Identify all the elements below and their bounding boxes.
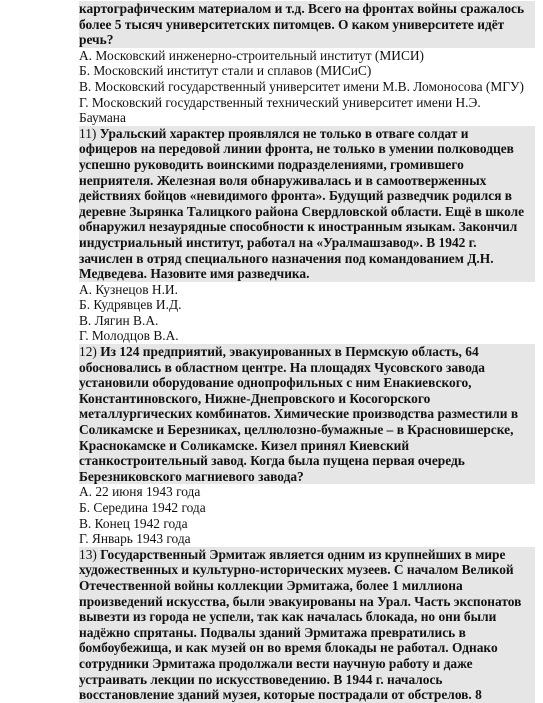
question-text-line: станкостроительный завод. Когда была пущена первая очередь xyxy=(79,453,535,469)
question-text-line: Соликамске и Березниках, целлюлозно-бумажные – в Красновишерске, xyxy=(79,422,535,438)
question-text-line: зачислен в отряд специального назначения под командованием Д.Н. xyxy=(79,251,535,267)
question-text-line: офицеров на передовой линии фронта, не только в умении полководцев xyxy=(79,141,535,157)
question-text-line: Медведева. Назовите имя разведчика. xyxy=(79,266,535,282)
question-text-line: надёжно спрятаны. Подвалы зданий Эрмитажа превратились в xyxy=(79,625,535,641)
question-text-line: устраивать лекции по искусствоведению. В 1944 г. началось xyxy=(79,672,535,688)
question-text-line: установили оборудование однопрофильных с ним Енакиевского, xyxy=(79,375,535,391)
question-text-line: обосновались в областном центре. На площадях Чусовского завода xyxy=(79,360,535,376)
question-text-line: 11) Уральский характер проявлялся не только в отваге солдат и xyxy=(79,126,535,142)
question-text-line: речь? xyxy=(79,32,535,48)
question-12 xyxy=(79,344,535,547)
question-text-line: 13) Государственный Эрмитаж является одним из крупнейших в мире xyxy=(79,547,535,563)
question-number: 12) xyxy=(79,344,97,360)
answer-option: А. Московский инженерно-строительный институт (МИСИ) xyxy=(79,47,425,63)
question-number: 11) xyxy=(79,125,97,141)
answer-option: В. Конец 1942 года xyxy=(79,515,188,531)
question-text-line: произведений искусства, были эвакуированы на Урал. Часть экспонатов xyxy=(79,594,535,610)
answer-option: Г. Молодцов В.А. xyxy=(79,328,179,344)
question-text-line: восстановление зданий музея, которые пострадали от обстрелов. 8 xyxy=(79,687,535,703)
question-text-line: сотрудники Эрмитажа продолжали вести научную работу и даже xyxy=(79,656,535,672)
answer-option: Г. Московский государственный технический университет имени Н.Э. xyxy=(79,94,481,110)
answer-option: Баумана xyxy=(79,110,126,126)
answer-option: В. Лягин В.А. xyxy=(79,312,159,328)
question-text-line: 12) Из 124 предприятий, эвакуированных в Пермскую область, 64 xyxy=(79,344,535,360)
question-text-line: Константиновского, Нижне-Днепровского и Косогорского xyxy=(79,391,535,407)
question-text-line: обнаружил незаурядные способности к иностранным языкам. Закончил xyxy=(79,219,535,235)
question-text-line: художественных и культурно-исторических музеев. С началом Великой xyxy=(79,562,535,578)
question-text-line: неприятеля. Железная воля обнаруживалась и в самоотверженных xyxy=(79,173,535,189)
question-text-line: картографическим материалом и т.д. Всего на фронтах войны сражалось xyxy=(79,1,535,17)
question-text-line: бомбоубежища, и как музей он во время блокады не работал. Однако xyxy=(79,640,535,656)
question-text-line: деревне Зырянка Талицкого района Свердловской области. Ещё в школе xyxy=(79,204,535,220)
question-13 xyxy=(79,547,535,703)
question-text-line: металлургических комбинатов. Химические производства разместили в xyxy=(79,406,535,422)
answer-option: Б. Середина 1942 года xyxy=(79,500,206,515)
question-text-line: Отечественной войны коллекции Эрмитажа, более 1 миллиона xyxy=(79,578,535,594)
answer-option: А. 22 июня 1943 года xyxy=(79,484,201,500)
question-text-line: индустриальный институт, работал на «Уралмашзавод». В 1942 г. xyxy=(79,235,535,251)
question-text-line: вывезти из города не успели, так как началась блокада, но они были xyxy=(79,609,535,625)
answer-option: Б. Московский институт стали и сплавов (МИСиС) xyxy=(79,63,372,79)
question-number: 13) xyxy=(79,546,97,562)
question-text-line: более 5 тысяч университетских питомцев. О каком университете идёт xyxy=(79,17,535,33)
question-text-line: действиях бойцов «невидимого фронта». Будущий разведчик родился в xyxy=(79,188,535,204)
question-10-continuation xyxy=(79,1,535,126)
answer-option: Б. Кудрявцев И.Д. xyxy=(79,297,182,313)
answer-option: А. Кузнецов Н.И. xyxy=(79,281,178,297)
answer-option: В. Московский государственный университет имени М.В. Ломоносова (МГУ) xyxy=(79,78,524,94)
question-text-line: успешно руководить воинскими подразделениями, громившего xyxy=(79,157,535,173)
question-11 xyxy=(79,126,535,344)
question-text-line: Березниковского магниевого завода? xyxy=(79,469,535,485)
question-text-line: Краснокамске и Соликамске. Кизел принял Киевский xyxy=(79,438,535,454)
answer-option: Г. Январь 1943 года xyxy=(79,531,191,547)
